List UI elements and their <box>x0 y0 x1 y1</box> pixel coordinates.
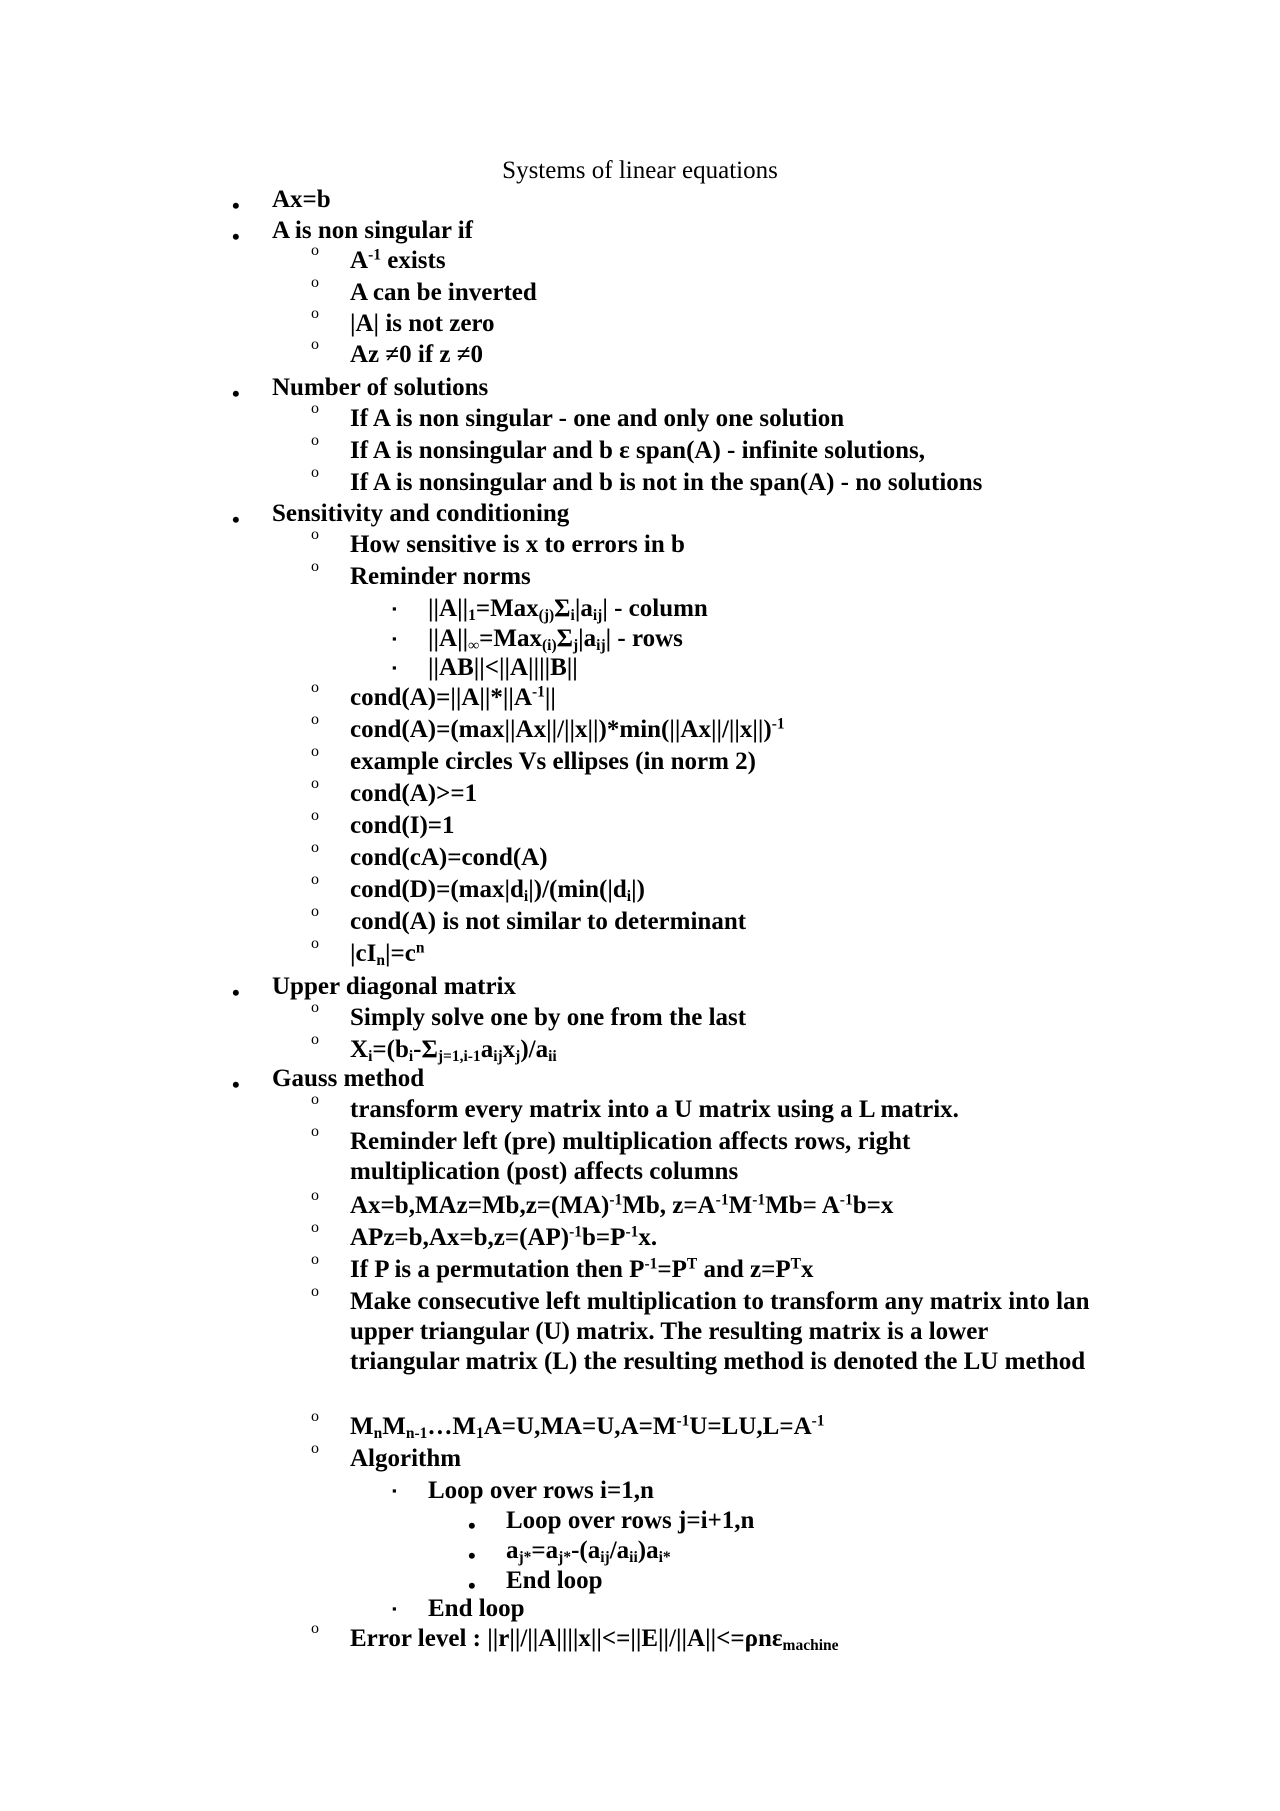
bullet-circle: o <box>311 558 319 575</box>
bullet-dot: • <box>232 193 240 218</box>
item-det-not-zero: |A| is not zero <box>350 310 495 337</box>
bullet-dot: • <box>468 1513 476 1538</box>
bullet-circle: o <box>311 903 319 920</box>
item-apz-b: $APz=b,Ax=b,z=(AP)^{-1}b=P^{-1}x$. <box>350 1223 658 1251</box>
page-title: Systems of linear equations <box>502 157 778 184</box>
bullet-circle: o <box>311 807 319 824</box>
bullet-circle: o <box>311 935 319 952</box>
item-sensitivity: Sensitivity and conditioning <box>272 500 570 527</box>
item-circles-ellipses: example circles Vs ellipses (in norm 2) <box>350 748 756 775</box>
item-can-be-inverted: A can be inverted <box>350 279 537 306</box>
bullet-circle: o <box>311 1031 319 1048</box>
bullet-square: ▪ <box>392 1483 397 1498</box>
item-no-solutions: If A is nonsingular and b is not in the span(A) - no solutions <box>350 469 983 496</box>
item-back-substitution: $X_i=(b_i-\Sigma_{j=1,i-1}a_{ij}x_j)/a_{ii}$ <box>350 1036 557 1065</box>
item-inverse-exists: $A^{-1}$ exists <box>350 246 446 274</box>
item-sensitive-to-errors: How sensitive is x to errors in b <box>350 531 685 558</box>
bullet-circle: o <box>311 526 319 543</box>
item-loop-i: Loop over rows i=1,n <box>428 1477 654 1504</box>
item-det-ci: $|cI_n|=c^n$ <box>350 939 425 969</box>
bullet-circle: o <box>311 743 319 760</box>
item-cond-diagonal: $cond(D)=(\max|d_i|)/(\min(|d_i|)$ <box>350 876 645 905</box>
item-cond-def: $cond(A)=||A||*||A^{-1}||$ <box>350 683 556 711</box>
bullet-square: ▪ <box>392 1601 397 1616</box>
item-cond-not-determinant: cond(A) is not similar to determinant <box>350 908 747 935</box>
item-ax-b-mamb: Ax=b,MAz=Mb,z=(MA)$^{-1}$Mb, $z=A^{-1}M^{-1}Mb= A^{-1}b=x$ <box>350 1191 894 1219</box>
bullet-square: ▪ <box>392 601 397 616</box>
item-reminder-norms: Reminder norms <box>350 563 531 590</box>
item-cond-max-min: $cond(A)=(\max||Ax||/||x||)*\min(||Ax||/||x||)^{-1}$ <box>350 715 785 743</box>
bullet-circle: o <box>311 1408 319 1425</box>
bullet-circle: o <box>311 1219 319 1236</box>
bullet-dot: • <box>232 1072 240 1097</box>
bullet-circle: o <box>311 679 319 696</box>
item-cond-identity: cond(I)=1 <box>350 812 455 839</box>
item-ax-b: Ax=b <box>272 186 331 213</box>
item-algorithm: Algorithm <box>350 1445 462 1472</box>
bullet-circle: o <box>311 274 319 291</box>
bullet-circle: o <box>311 1440 319 1457</box>
item-nonsingular-if: A is non singular if <box>272 217 474 244</box>
bullet-circle: o <box>311 775 319 792</box>
item-transform-lu: transform every matrix into a U matrix using a L matrix. <box>350 1096 959 1123</box>
item-norm-inf: $||A||_\infty=Max_{(i)}\Sigma_j|a_{ij}|$ - rows <box>428 625 683 654</box>
bullet-circle: o <box>311 242 319 259</box>
item-gauss-method: Gauss method <box>272 1065 425 1092</box>
bullet-circle: o <box>311 400 319 417</box>
item-norm-product: ||AB||<||A||||B|| <box>428 654 578 681</box>
item-one-solution: If A is non singular - one and only one solution <box>350 405 845 432</box>
bullet-dot: • <box>232 507 240 532</box>
bullet-circle: o <box>311 464 319 481</box>
bullet-square: ▪ <box>392 631 397 646</box>
item-error-level: Error level : ||r||/||A||||x||<=||E||/||A||<=ρnε$_{machine}$ <box>350 1625 839 1654</box>
bullet-circle: o <box>311 432 319 449</box>
item-upper-diagonal: Upper diagonal matrix <box>272 973 516 1000</box>
item-loop-j: Loop over rows j=i+1,n <box>506 1507 755 1534</box>
bullet-dot: • <box>468 1573 476 1598</box>
bullet-circle: o <box>311 1123 319 1140</box>
bullet-circle: o <box>311 305 319 322</box>
bullet-circle: o <box>311 839 319 856</box>
item-norm-1: $||A||_1=Max_{(j)}\Sigma_i|a_{ij}|$ - column <box>428 595 708 624</box>
item-infinite-solutions: If A is nonsingular and b ε span(A) - infinite solutions, <box>350 437 925 464</box>
item-row-update: $a_{j*}=a_{j*}-(a_{ij}/a_{ii})a_{i*}$ <box>506 1537 671 1566</box>
bullet-circle: o <box>311 999 319 1016</box>
item-cond-ge-1: cond(A)>=1 <box>350 780 478 807</box>
bullet-circle: o <box>311 711 319 728</box>
bullet-circle: o <box>311 1283 319 1300</box>
item-m-product: $M_nM_{n-1}\dots M_1A=U,MA=U,A=M^{-1}U=LU,L=A^{-1}$ <box>350 1412 825 1442</box>
bullet-dot: • <box>232 224 240 249</box>
bullet-circle: o <box>311 1187 319 1204</box>
bullet-circle: o <box>311 871 319 888</box>
bullet-dot: • <box>232 980 240 1005</box>
item-cond-scaled: cond(cA)=cond(A) <box>350 844 548 871</box>
item-end-loop-outer: End loop <box>428 1595 525 1622</box>
bullet-dot: • <box>232 381 240 406</box>
item-number-of-solutions: Number of solutions <box>272 374 489 401</box>
bullet-circle: o <box>311 1620 319 1637</box>
item-lu-description: Make consecutive left multiplication to transform any matrix into lan upper triangular (U) matrix. The resulting matrix is a lower triangular matrix (L) the resulting method is denoted the LU method <box>350 1288 1090 1375</box>
item-permutation: If P is a permutation then $P^{-1}=P^T$ and $z=P^Tx$ <box>350 1255 814 1283</box>
item-pre-post-multiplication: Reminder left (pre) multiplication affects rows, right multiplication (post) affects columns <box>350 1128 911 1185</box>
bullet-dot: • <box>468 1543 476 1568</box>
bullet-circle: o <box>311 1091 319 1108</box>
item-end-loop-inner: End loop <box>506 1567 603 1594</box>
item-az-nonzero: Az ≠0 if z ≠0 <box>350 341 483 368</box>
bullet-square: ▪ <box>392 660 397 675</box>
bullet-circle: o <box>311 1251 319 1268</box>
item-solve-last: Simply solve one by one from the last <box>350 1004 747 1031</box>
bullet-circle: o <box>311 336 319 353</box>
